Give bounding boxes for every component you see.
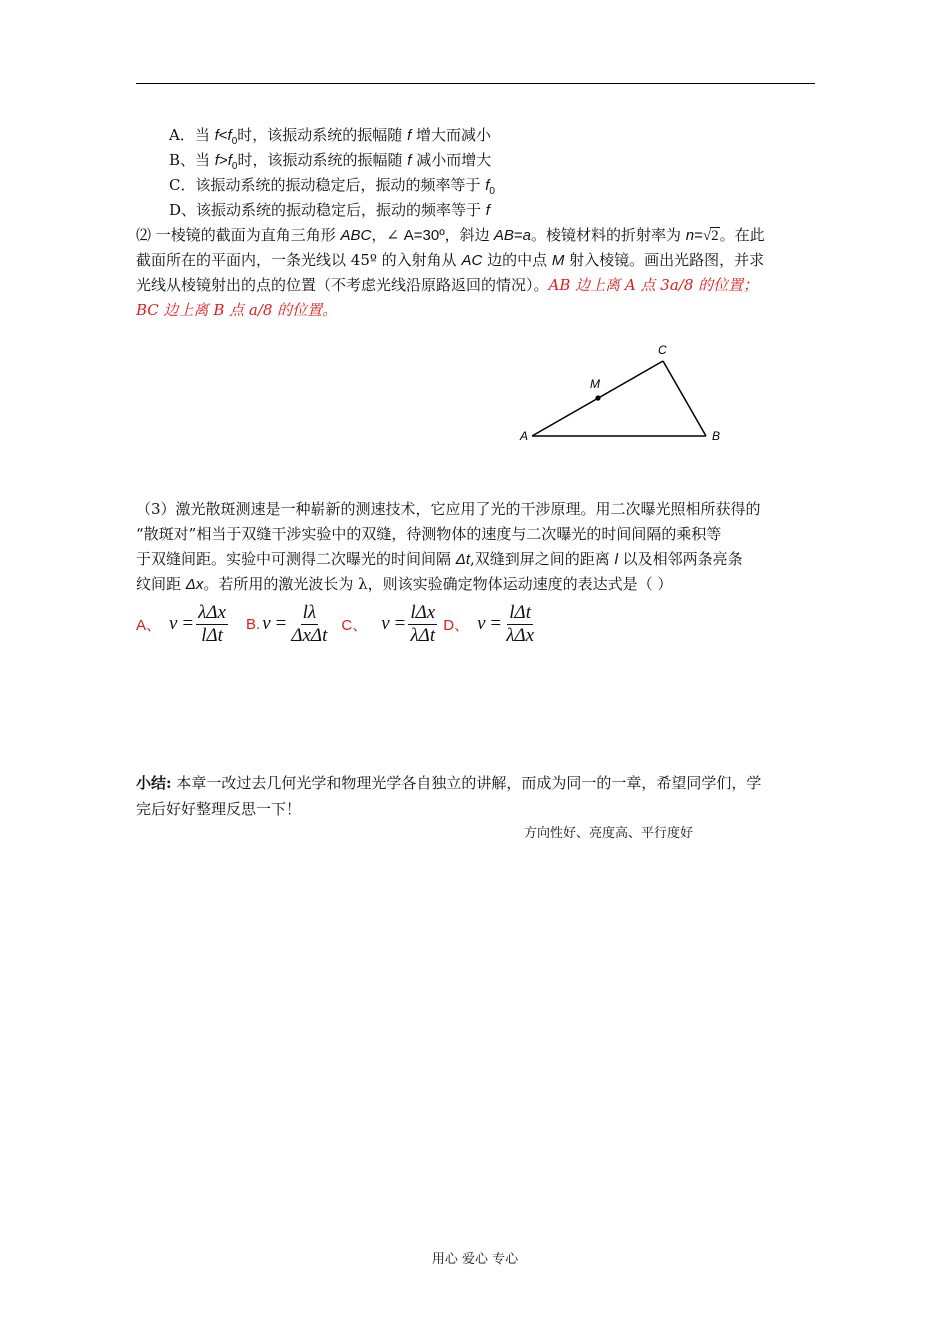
choice-a-fraction: $\frac{\text{λΔx}}{\text{lΔt}}$ <box>198 601 226 646</box>
q2-line-3: 光线从棱镜射出的点的位置（不考虑光线沿原路返回的情况）。AB 边上离 A 点 3a/8 的位置； <box>136 276 759 294</box>
q3-choices <box>136 598 536 650</box>
choice-a-var: v <box>169 613 178 634</box>
q2-answer-2: BC 边上离 B 点 a/8 的位置。 <box>136 301 338 319</box>
q2-answer-1: AB 边上离 A 点 3a/8 的位置； <box>548 276 759 294</box>
label-b: B <box>712 429 721 443</box>
q3-line-3: 于双缝间距。实验中可测得二次曝光的时间间隔 Δt,双缝到屏之间的距离 l 以及相邻两条亮条 <box>136 550 743 568</box>
choice-b-fraction: $\frac{l\lambda}{\text{ΔxΔt}}$ <box>291 601 328 646</box>
q3-line-1: （3）激光散斑测速是一种崭新的测速技术，它应用了光的干涉原理。用二次曝光照相所获得的 <box>136 500 761 518</box>
choice-b-var: v <box>262 613 271 634</box>
q2-line-1: ⑵ 一棱镜的截面为直角三角形 ABC，∠ A=30º，斜边 AB=a。棱镜材料的折射率为 n=√2。在此 <box>136 224 765 247</box>
triangle-diagram <box>510 338 750 448</box>
edge-cb <box>663 361 706 436</box>
choice-c-label: C、 <box>341 616 368 634</box>
summary-note: 方向性好、亮度高、平行度好 <box>524 826 694 841</box>
choice-d-label: D、 <box>443 616 470 634</box>
choice-a-eq: = <box>182 613 194 634</box>
sqrt-symbol: √2 <box>702 228 719 244</box>
option-d: D、该振动系统的振动稳定后，振动的频率等于 f <box>169 201 490 219</box>
choice-c-var: v <box>381 613 390 634</box>
summary-line-1: 小结: 本章一改过去几何光学和物理光学各自独立的讲解，而成为同一的一章，希望同学们，学 <box>136 774 762 792</box>
choice-c-eq: = <box>394 613 406 634</box>
option-a: A．当 $f<f_0$时，该振动系统的振幅随 f 增大而减小 <box>169 126 492 147</box>
summary-label: 小结 <box>136 774 167 792</box>
choice-b-eq: = <box>275 613 287 634</box>
q3-line-4: 纹间距 Δx。若所用的激光波长为 λ，则该实验确定物体运动速度的表达式是（ ） <box>136 575 673 593</box>
option-c: C．该振动系统的振动稳定后，振动的频率等于 $f_0$ <box>169 176 495 197</box>
header-rule <box>136 83 815 84</box>
choice-d-var: v <box>477 613 486 634</box>
summary-line-2: 完后好好整理反思一下！ <box>136 800 302 818</box>
choice-c-fraction: $\frac{\text{lΔx}}{\text{λΔt}}$ <box>410 601 436 646</box>
label-c: C <box>658 343 667 357</box>
choice-d-eq: = <box>490 613 502 634</box>
option-b: B、当 $f>f_0$时，该振动系统的振幅随 f 减小而增大 <box>169 151 492 172</box>
q2-line-2: 截面所在的平面内，一条光线以 45º 的入射角从 AC 边的中点 M 射入棱镜。画出光路图，并求 <box>136 251 765 269</box>
q3-line-2: “散斑对”相当于双缝干涉实验中的双缝，待测物体的速度与二次曝光的时间间隔的乘积等 <box>136 525 722 543</box>
label-m: M <box>590 377 600 391</box>
choice-b-label: B. <box>246 615 261 633</box>
choice-a-label: A、 <box>136 616 162 634</box>
point-m <box>595 395 600 400</box>
page-footer: 用心 爱心 专心 <box>431 1252 519 1267</box>
label-a: A <box>520 429 529 443</box>
choice-d-fraction: $\frac{\text{lΔt}}{\text{λΔx}}$ <box>506 601 535 646</box>
